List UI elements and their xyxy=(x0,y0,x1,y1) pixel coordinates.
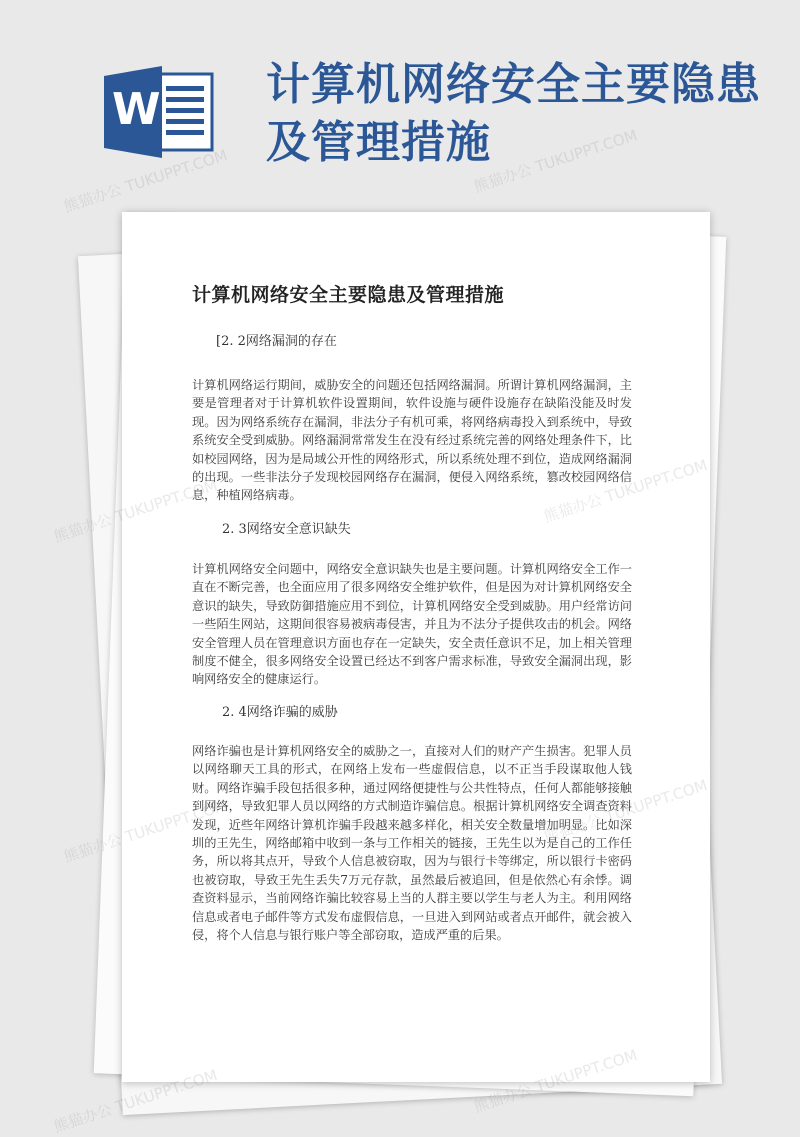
section-heading: 2. 3网络安全意识缺失 xyxy=(222,522,351,537)
document-title: 计算机网络安全主要隐患及管理措施 xyxy=(192,284,505,306)
section-heading: 2. 4网络诈骗的威胁 xyxy=(222,705,338,720)
watermark: 熊猫办公 TUKUPPT.COM xyxy=(61,146,230,216)
section-paragraph: 计算机网络运行期间，威胁安全的问题还包括网络漏洞。所谓计算机网络漏洞，主要是管理者对于计算机软件设置期间，软件设施与硬件设施存在缺陷没能及时发现。因为网络系统存在漏洞，非法分子有机可乘，将网络病毒投入到系统中，导致系统安全受到威胁。网络漏洞常常发生在没有经过系统完善的网络处理条件下，比如校园网络，因为是局域公开性的网络形式，所以系统处理不到位，造成网络漏洞的出现。一些非法分子发现校园网络存在漏洞，便侵入网络系统，篡改校园网络信息，种植网络病毒。 xyxy=(192,378,632,503)
word-document-icon xyxy=(104,66,216,158)
section-heading: [2. 2网络漏洞的存在 xyxy=(216,334,337,349)
watermark: 熊猫办公 xyxy=(61,830,125,866)
watermark: 熊猫办公 xyxy=(51,510,115,546)
section-paragraph: 计算机网络安全问题中，网络安全意识缺失也是主要问题。计算机网络安全工作一直在不断完善，也全面应用了很多网络安全维护软件，但是因为对计算机网络安全意识的缺失，导致防御措施应用不到位，计算机网络安全受到威胁。用户经常访问一些陌生网站，这期间很容易被病毒侵害，并且为不法分子提供攻击的机会。网络安全管理人员在管理意识方面也存在一定缺失，安全责任意识不足，加上相关管理制度不健全，很多网络安全设置已经达不到客户需求标准，导致安全漏洞出现，影响网络安全的健康运行。 xyxy=(192,562,632,687)
header-title: 计算机网络安全主要隐患及管理措施 xyxy=(266,59,761,168)
watermark: 熊猫办公 xyxy=(51,1100,115,1136)
section-paragraph: 网络诈骗也是计算机网络安全的威胁之一，直接对人们的财产产生损害。犯罪人员以网络聊天工具的形式，在网络上发布一些虚假信息，以不正当手段谋取他人钱财。网络诈骗手段包括很多种，通过网络便捷性与公共性特点，任何人都能够接触到网络，导致犯罪人员以网络的方式制造诈骗信息。根据计算机网络安全调查资料发现，近些年网络计算机诈骗手段越来越多样化，相关安全数量增加明显。比如深圳的王先生，网络邮箱中收到一条与工作相关的链接，王先生以为是自己的工作任务，所以将其点开，导致个人信息被窃取，因为与银行卡等绑定，所以银行卡密码也被窃取，导致王先生丢失7万元存款，虽然最后被追回，但是依然心有余悸。调查资料显示，当前网络诈骗比较容易上当的人群主要以学生与老人为主。利用网络信息或者电子邮件等方式发布虚假信息，一旦进入到网站或者点开邮件，就会被入侵，将个人信息与银行账户等全部窃取，造成严重的后果。 xyxy=(192,744,632,943)
watermark: 熊猫办公 TUKUPPT.COM xyxy=(471,126,640,196)
word-logo-letter: W xyxy=(112,84,161,135)
